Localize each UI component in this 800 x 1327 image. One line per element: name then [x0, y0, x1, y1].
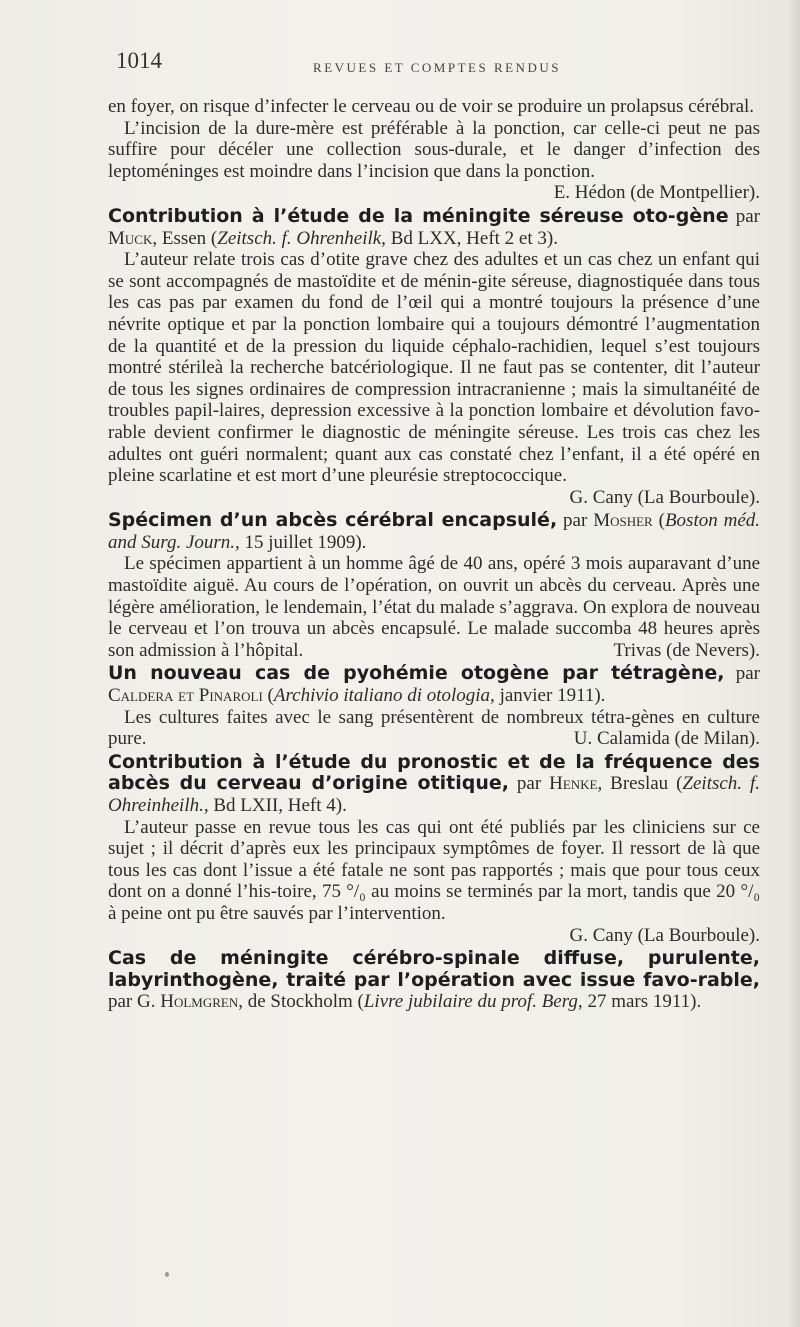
- entry-body: [108, 553, 760, 661]
- review-entry: [108, 510, 760, 553]
- review-entry: [108, 663, 760, 706]
- author-signature: Trivas (de Nevers).: [613, 639, 760, 661]
- entry-place: , de Stockholm (: [238, 991, 364, 1013]
- author-signature: E. Hédon (de Montpellier).: [553, 182, 760, 204]
- page-header: [112, 48, 762, 78]
- entry-author: Holmgren: [160, 991, 239, 1013]
- entry-body-text: L’auteur relate trois cas d’otite grave chez des adultes et un cas chez un enfant qui se sont accompagnés de mastoïdite et de ménin-gite séreuse, diagnostiquée dans tous les cas pas par examen du fond de l’œil qui a montré toujours la présence d’une névrite optique et par la ponction lombaire qui a toujours démontré l’augmentation de la quantité et de la pression du liquide céphalo-rachidien, lequel s’est toujours montré stérileà la recherche batcériologique. Il ne faut pas se contenter, dit l’auteur de tous les signes ordinaires de compression intracranienne ; mais la simultanéité de troubles papil-laires, depression excessive à la ponction lombaire et dévolution favo-rable devient confirmer le diagnostic de méningite séreuse. Les trois cas chez les adultes ont guéri normalent; quant aux cas constaté chez l’enfant, il a été opéré en pleine scarlatine et est mort d’une pleurésie streptococcique.: [108, 249, 760, 487]
- entry-journal: Boston méd. and Surg. Journ.,: [108, 510, 761, 553]
- article-column: [108, 96, 760, 1013]
- entry-journal: Livre jubilaire du prof. Berg,: [363, 991, 583, 1013]
- entry-ref: Bd LXX, Heft 2 et 3).: [385, 227, 558, 249]
- entry-body-text: L’auteur passe en revue tous les cas qui ont été publiés par les cliniciens sur ce sujet ; il décrit d’après eux les principaux symptômes de foyer. Il ressort de là que tous les cas dont l’issue a été fatale ne sont pas rapportés ; mais que pour tous ceux dont on a donné l’his-toire, 75 °/₀ au moins se terminés par la mort, tandis que 20 °/₀ à peine ont pu être sauvés par l’intervention.: [108, 816, 760, 924]
- entry-ref: janvier 1911).: [494, 685, 606, 707]
- entry-title: Spécimen d’un abcès cérébral encapsulé,: [108, 509, 558, 532]
- review-entry: [108, 752, 760, 817]
- entry-journal: Archivio italiano di otologia,: [273, 685, 495, 707]
- entry-by: par: [724, 663, 760, 685]
- page-number: 1014: [116, 48, 162, 73]
- page-edge-shadow: [788, 0, 800, 1327]
- review-entry: [108, 948, 760, 1013]
- entry-author: Henke: [549, 773, 598, 795]
- entry-body: [108, 817, 760, 947]
- entry-place: , Breslau (: [597, 773, 683, 795]
- review-entry: [108, 206, 760, 249]
- entry-place: , Essen (: [152, 227, 218, 249]
- entry-author: Caldera et Pinaroli: [108, 685, 263, 707]
- entry-body: [108, 707, 760, 750]
- entry-by: par: [557, 510, 594, 532]
- entry-by: par: [509, 773, 550, 795]
- entry-body-text: Le spécimen appartient à un homme âgé de 40 ans, opéré 3 mois auparavant d’une mastoïdite aiguë. Au cours de l’opération, on ouvrit un abcès du cerveau. Après une légère amélioration, le lendemain, l’état du malade s’aggrava. On explora de nouveau le cerveau et l’on trouva un abcès encapsulé. Le malade succomba 48 heures après son admission à l’hôpital.: [108, 553, 760, 661]
- entry-title: Cas de méningite cérébro-spinale diffuse, purulente, labyrinthogène, traité par l’opération avec issue favo-rable,: [108, 947, 760, 991]
- author-signature: U. Calamida (de Milan).: [573, 728, 760, 750]
- entry-ref: 15 juillet 1909).: [239, 531, 367, 553]
- running-title: REVUES ET COMPTES RENDUS: [313, 60, 561, 75]
- entry-author: Muck: [108, 227, 153, 249]
- entry-journal: Zeitsch. f. Ohreinheilh.,: [108, 773, 760, 816]
- entry-place: (: [652, 510, 665, 532]
- paragraph-text: L’incision de la dure-mère est préférable à la ponction, car celle-ci peut ne pas suffire pour décéler une collection sous-durale, et le danger d’infection des leptoméninges est moindre dans l’incision que dans la ponction.: [108, 117, 760, 182]
- entry-by: par: [728, 205, 760, 227]
- entry-author: Mosher: [593, 510, 653, 532]
- entry-title: Contribution à l’étude de la méningite séreuse oto-gène: [108, 204, 729, 227]
- author-signature: G. Cany (La Bourboule).: [569, 486, 760, 508]
- incision-paragraph: [108, 118, 760, 204]
- entry-journal: Zeitsch. f. Ohrenheilk,: [217, 227, 386, 249]
- entry-ref: 27 mars 1911).: [582, 991, 702, 1013]
- entry-body-text: Les cultures faites avec le sang présentèrent de nombreux tétra-gènes en culture pure.: [108, 706, 760, 750]
- entry-title: Contribution à l’étude du pronostic et de la fréquence des abcès du cerveau d’origine otitique,: [108, 750, 760, 795]
- entry-ref: Bd LXII, Heft 4).: [208, 795, 347, 816]
- continued-paragraph: en foyer, on risque d’infecter le cerveau ou de voir se produire un prolapsus cérébral.: [108, 96, 755, 117]
- entry-by: par G.: [108, 991, 161, 1013]
- author-signature: G. Cany (La Bourboule).: [569, 924, 760, 946]
- entry-place: (: [262, 685, 274, 707]
- entry-body: [108, 249, 760, 508]
- entry-title: Un nouveau cas de pyohémie otogène par tétragène,: [108, 662, 725, 685]
- ink-speck: [165, 1272, 169, 1277]
